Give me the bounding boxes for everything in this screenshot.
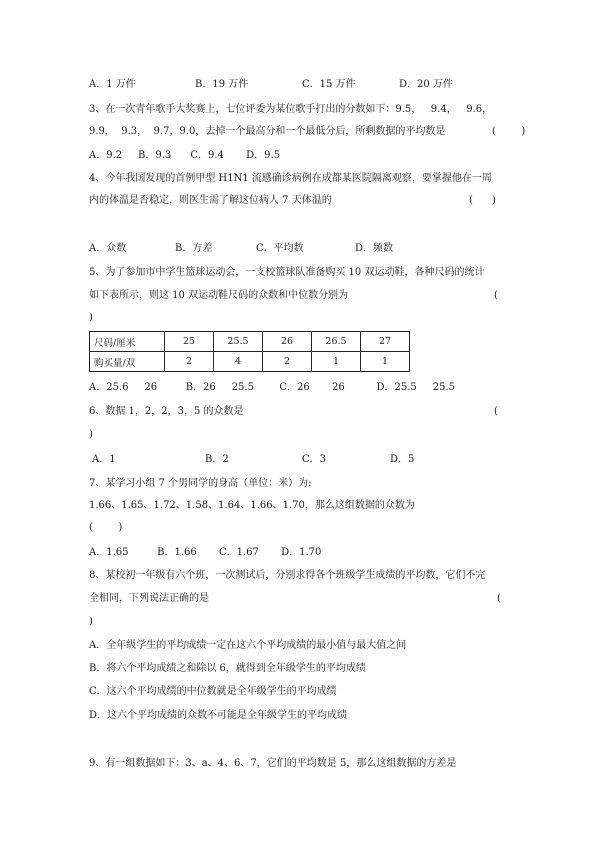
- table-cell: 4: [214, 352, 263, 372]
- q8-line-2: 全相同，下列说法正确的是: [89, 593, 209, 604]
- q2-option-d: D．20 万件: [399, 79, 453, 90]
- q3-line-2: 9.9， 9.3， 9.7，9.0，去掉一个最高分和一个最低分后，所剩数据的平均数是: [89, 126, 446, 137]
- q6-paren-close: ): [89, 429, 93, 440]
- q6-option-c: C．3: [302, 454, 327, 465]
- q4-option-b: B．方差: [175, 243, 213, 254]
- q4-line-2: 内的体温是否稳定，则医生需了解这位病人 7 天体温的: [89, 195, 332, 206]
- q6-paren-open: (: [494, 406, 498, 417]
- table-row: [90, 352, 410, 372]
- table-cell: 1: [312, 352, 361, 372]
- q2-option-a: A．1 万件: [89, 79, 136, 90]
- q8-option-a: A．全年级学生的平均成绩一定在这六个平均成绩的最小值与最大值之间: [89, 640, 407, 651]
- q2-option-c: C．15 万件: [302, 79, 356, 90]
- table-header-size: 尺码/厘米: [90, 332, 165, 352]
- table-header-count: 购买量/双: [90, 352, 165, 372]
- table-cell: 25.5: [214, 332, 263, 352]
- q5-paren-close: ): [89, 312, 93, 323]
- q2-option-b: B．19 万件: [195, 79, 249, 90]
- q5-line-1: 5、为了参加市中学生篮球运动会，一支校篮球队准备购买 10 双运动鞋，各种尺码的统计: [89, 267, 485, 278]
- q4-option-d: D．频数: [355, 243, 394, 254]
- q8-option-c: C．这六个平均成绩的中位数就是全年级学生的平均成绩: [89, 686, 337, 697]
- q4-line-1: 4、今年我国发现的首例甲型 H1N1 流感确诊病例在成都某医院隔离观察，要掌握他在一周: [89, 173, 492, 184]
- q8-paren-open: (: [497, 593, 501, 604]
- table-cell: 2: [165, 352, 214, 372]
- q8-option-d: D．这六个平均成绩的众数不可能是全年级学生的平均成绩: [89, 710, 348, 721]
- table-cell: 2: [263, 352, 312, 372]
- q6-option-b: B．2: [205, 454, 229, 465]
- q8-line-1: 8、某校初一年级有六个班，一次测试后，分别求得各个班级学生成绩的平均数，它们不完: [89, 570, 486, 581]
- q3-answer-paren: ( ): [492, 126, 526, 137]
- q5-line-2: 如下表所示，则这 10 双运动鞋尺码的众数和中位数分别为: [89, 290, 349, 301]
- q6-option-d: D．5: [390, 454, 415, 465]
- shoe-size-table: [89, 331, 410, 372]
- table-cell: 1: [361, 352, 410, 372]
- q4-answer-paren: ( ): [469, 195, 496, 206]
- q7-options: A．1.65 B．1.66 C．1.67 D．1.70: [89, 547, 322, 558]
- q8-option-b: B．将六个平均成绩之和除以 6，就得到全年级学生的平均成绩: [89, 663, 366, 674]
- table-cell: 25: [165, 332, 214, 352]
- q7-line-2: 1.66、1.65、1.72、1.58、1.64、1.66、1.70，那么这组数据的众数为: [89, 500, 415, 511]
- table-cell: 26.5: [312, 332, 361, 352]
- q6-line-1: 6、数据 1，2，2，3，5 的众数是: [89, 406, 244, 417]
- q7-line-1: 7、某学习小组 7 个男同学的身高（单位：米）为:: [89, 478, 312, 489]
- q4-option-c: C．平均数: [256, 243, 304, 254]
- q4-option-a: A．众数: [89, 243, 127, 254]
- q6-option-a: A．1: [92, 454, 116, 465]
- q7-answer-paren: ( ): [89, 522, 123, 533]
- table-row: [90, 332, 410, 352]
- table-cell: 26: [263, 332, 312, 352]
- q5-options: A．25.6 26 B．26 25.5 C．26 26 D．25.5 25.5: [89, 382, 455, 393]
- q5-paren-open: (: [494, 290, 498, 301]
- q9-line-1: 9、有一组数据如下：3、a、4、6、7，它们的平均数是 5，那么这组数据的方差是: [89, 758, 457, 769]
- q8-paren-close: ): [89, 616, 93, 627]
- q3-options: A．9.2 B．9.3 C．9.4 D．9.5: [89, 150, 281, 161]
- q3-line-1: 3、在一次青年歌手大奖赛上，七位评委为某位歌手打出的分数如下：9.5， 9.4， 9.6，: [89, 104, 493, 115]
- table-cell: 27: [361, 332, 410, 352]
